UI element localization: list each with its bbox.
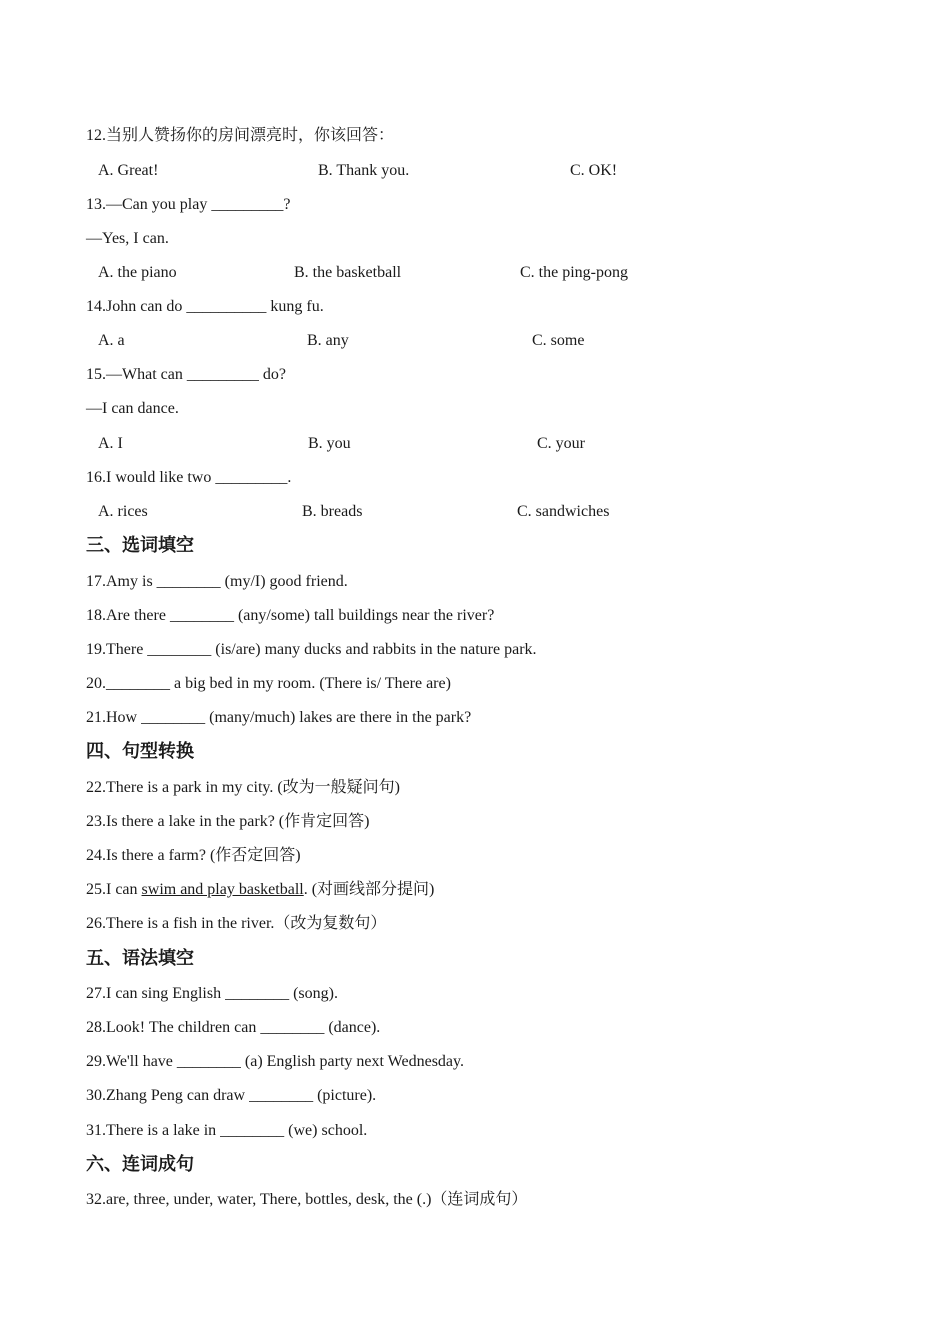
section-3-title: 三、选词填空 [86, 535, 194, 556]
question-16-stem: 16.I would like two _________. [86, 469, 292, 486]
question-13-option-c: C. the ping-pong [520, 264, 628, 281]
question-21: 21.How ________ (many/much) lakes are there in the park? [86, 709, 472, 726]
question-20: 20.________ a big bed in my room. (There is/ There are) [86, 675, 451, 692]
question-13-option-a: A. the piano [98, 264, 177, 281]
question-14-option-a: A. a [98, 332, 125, 349]
question-16-option-a: A. rices [98, 503, 148, 520]
question-15-option-b: B. you [308, 435, 351, 452]
question-22: 22.There is a park in my city. (改为一般疑问句) [86, 779, 401, 796]
question-25-underlined: swim and play basketball [141, 881, 304, 898]
question-14-stem: 14.John can do __________ kung fu. [86, 298, 324, 315]
question-12-option-c: C. OK! [570, 162, 618, 179]
question-31: 31.There is a lake in ________ (we) school. [86, 1122, 368, 1139]
question-19: 19.There ________ (is/are) many ducks and rabbits in the nature park. [86, 641, 537, 658]
question-16-option-b: B. breads [302, 503, 363, 520]
question-27: 27.I can sing English ________ (song). [86, 985, 338, 1002]
question-25-prefix: 25.I can [86, 881, 142, 898]
question-25 [86, 880, 434, 900]
section-5-title: 五、语法填空 [86, 948, 194, 969]
question-13-answer: —Yes, I can. [86, 230, 169, 247]
question-15-stem: 15.—What can _________ do? [86, 366, 286, 383]
question-12-stem: 12.当别人赞扬你的房间漂亮时，你该回答： [86, 127, 395, 144]
question-17: 17.Amy is ________ (my/I) good friend. [86, 573, 348, 590]
question-15-answer: —I can dance. [86, 400, 179, 417]
question-24: 24.Is there a farm? (作否定回答) [86, 847, 301, 864]
question-18: 18.Are there ________ (any/some) tall buildings near the river? [86, 607, 495, 624]
question-12-option-b: B. Thank you. [318, 162, 410, 179]
question-14-option-c: C. some [532, 332, 585, 349]
question-29: 29.We'll have ________ (a) English party next Wednesday. [86, 1053, 464, 1070]
question-16-option-c: C. sandwiches [517, 503, 610, 520]
question-13-option-b: B. the basketball [294, 264, 402, 281]
question-15-option-c: C. your [537, 435, 585, 452]
question-26: 26.There is a fish in the river.（改为复数句） [86, 915, 387, 932]
section-6-title: 六、连词成句 [86, 1154, 194, 1175]
question-15-option-a: A. I [98, 435, 123, 452]
question-25-suffix: . (对画线部分提问) [303, 881, 435, 898]
question-32: 32.are, three, under, water, There, bottles, desk, the (.)（连词成句） [86, 1191, 528, 1208]
question-12-option-a: A. Great! [98, 162, 159, 179]
question-14-option-b: B. any [307, 332, 349, 349]
section-4-title: 四、句型转换 [86, 741, 194, 762]
question-30: 30.Zhang Peng can draw ________ (picture). [86, 1087, 377, 1104]
question-28: 28.Look! The children can ________ (dance). [86, 1019, 381, 1036]
question-13-stem: 13.—Can you play _________? [86, 196, 291, 213]
question-23: 23.Is there a lake in the park? (作肯定回答) [86, 813, 370, 830]
